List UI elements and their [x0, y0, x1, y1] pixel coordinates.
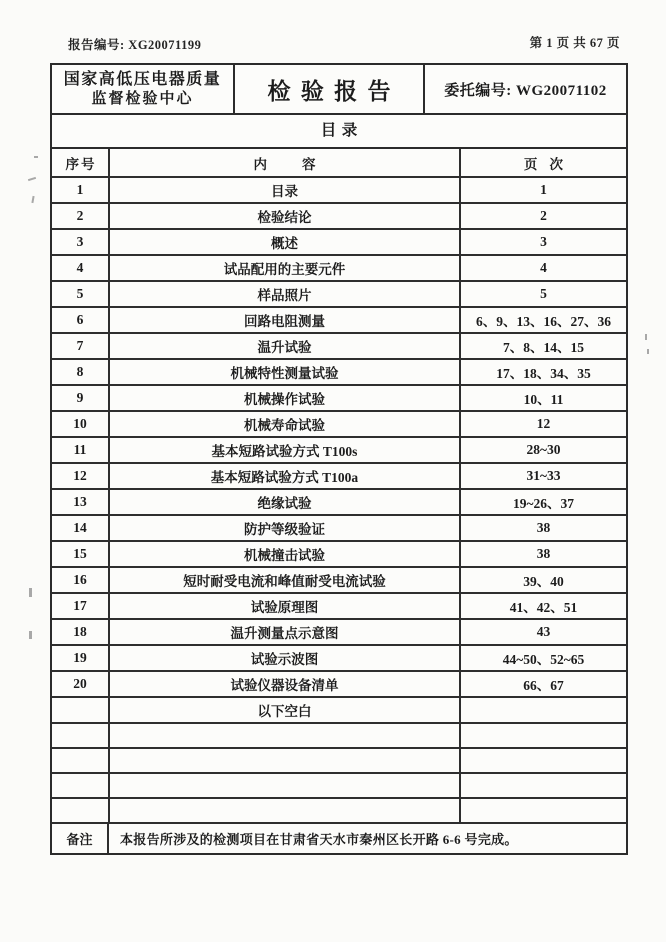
table-row: [52, 177, 626, 203]
cell-content: [109, 798, 460, 823]
commission-number-cell: [425, 65, 626, 113]
cell-no: 1: [52, 177, 109, 203]
cell-pages: 12: [460, 411, 626, 437]
cell-pages: [460, 798, 626, 823]
cell-no: 14: [52, 515, 109, 541]
cell-content: 机械撞击试验: [109, 541, 460, 567]
cell-pages: 38: [460, 541, 626, 567]
cell-no: 18: [52, 619, 109, 645]
cell-pages: 10、11: [460, 385, 626, 411]
cell-pages: 5: [460, 281, 626, 307]
cell-content: 短时耐受电流和峰值耐受电流试验: [109, 567, 460, 593]
table-row: [52, 567, 626, 593]
cell-pages: 3: [460, 229, 626, 255]
table-row: [52, 645, 626, 671]
cell-content: 试验仪器设备清单: [109, 671, 460, 697]
cell-content: 机械特性测量试验: [109, 359, 460, 385]
cell-no: 20: [52, 671, 109, 697]
cell-no: [52, 798, 109, 823]
cell-content: 试品配用的主要元件: [109, 255, 460, 281]
cell-no: 4: [52, 255, 109, 281]
column-header-no: 序号: [52, 149, 109, 177]
cell-no: [52, 697, 109, 723]
toc-table: [52, 149, 626, 824]
cell-pages: [460, 697, 626, 723]
scan-artifact: [28, 177, 36, 181]
table-row: [52, 229, 626, 255]
table-row: [52, 593, 626, 619]
scan-artifact: [31, 196, 34, 203]
cell-pages: 43: [460, 619, 626, 645]
table-row: [52, 619, 626, 645]
cell-pages: 2: [460, 203, 626, 229]
cell-no: 16: [52, 567, 109, 593]
table-row: [52, 255, 626, 281]
report-header-band: [52, 65, 626, 115]
table-row: [52, 773, 626, 798]
table-row: [52, 359, 626, 385]
cell-no: 2: [52, 203, 109, 229]
cell-content: 检验结论: [109, 203, 460, 229]
cell-pages: [460, 748, 626, 773]
cell-no: [52, 723, 109, 748]
table-row: [52, 463, 626, 489]
org-name-line2: 监督检验中心: [91, 90, 194, 107]
cell-content: 概述: [109, 229, 460, 255]
remark-row: [52, 824, 626, 853]
column-header-pages: 页次: [460, 149, 626, 177]
cell-no: 7: [52, 333, 109, 359]
org-name-cell: [52, 65, 235, 113]
cell-no: [52, 748, 109, 773]
toc-header-row: [52, 149, 626, 177]
table-row: [52, 203, 626, 229]
cell-content: 试验示波图: [109, 645, 460, 671]
cell-content: 温升测量点示意图: [109, 619, 460, 645]
table-row: [52, 515, 626, 541]
scan-artifact: [647, 349, 649, 354]
report-number: 报告编号: XG20071199: [68, 38, 202, 52]
cell-no: 9: [52, 385, 109, 411]
table-row: [52, 437, 626, 463]
report-title: 检验报告: [267, 78, 401, 104]
cell-content: 回路电阻测量: [109, 307, 460, 333]
table-row: [52, 385, 626, 411]
commission-number: 委托编号: WG20071102: [444, 82, 607, 99]
cell-pages: 39、40: [460, 567, 626, 593]
cell-content: 以下空白: [109, 697, 460, 723]
cell-no: [52, 773, 109, 798]
cell-content: 目录: [109, 177, 460, 203]
table-row: [52, 281, 626, 307]
cell-content: 绝缘试验: [109, 489, 460, 515]
table-row: [52, 411, 626, 437]
cell-no: 3: [52, 229, 109, 255]
cell-no: 6: [52, 307, 109, 333]
cell-no: 13: [52, 489, 109, 515]
cell-no: 15: [52, 541, 109, 567]
cell-no: 8: [52, 359, 109, 385]
table-row: [52, 489, 626, 515]
report-title-cell: [235, 65, 425, 113]
cell-pages: 19~26、37: [460, 489, 626, 515]
cell-no: 12: [52, 463, 109, 489]
cell-pages: [460, 723, 626, 748]
cell-pages: [460, 773, 626, 798]
toc-body: [52, 177, 626, 823]
column-header-content: 内容: [109, 149, 460, 177]
table-row: [52, 333, 626, 359]
table-row: [52, 541, 626, 567]
cell-pages: 28~30: [460, 437, 626, 463]
cell-no: 10: [52, 411, 109, 437]
cell-pages: 4: [460, 255, 626, 281]
table-row: [52, 748, 626, 773]
cell-pages: 38: [460, 515, 626, 541]
cell-no: 17: [52, 593, 109, 619]
scan-artifact: [29, 588, 32, 597]
cell-content: 基本短路试验方式 T100a: [109, 463, 460, 489]
cell-content: 试验原理图: [109, 593, 460, 619]
cell-pages: 41、42、51: [460, 593, 626, 619]
cell-pages: 7、8、14、15: [460, 333, 626, 359]
table-row: [52, 798, 626, 823]
remark-label: 备注: [52, 824, 109, 853]
table-row: [52, 307, 626, 333]
cell-pages: 17、18、34、35: [460, 359, 626, 385]
cell-no: 11: [52, 437, 109, 463]
cell-content: 防护等级验证: [109, 515, 460, 541]
cell-content: 机械寿命试验: [109, 411, 460, 437]
table-row: [52, 723, 626, 748]
cell-content: 温升试验: [109, 333, 460, 359]
cell-content: [109, 773, 460, 798]
cell-content: [109, 723, 460, 748]
cell-content: [109, 748, 460, 773]
cell-pages: 66、67: [460, 671, 626, 697]
scan-artifact: [29, 631, 32, 639]
cell-pages: 1: [460, 177, 626, 203]
cell-pages: 6、9、13、16、27、36: [460, 307, 626, 333]
page-indicator: 第 1 页 共 67 页: [529, 36, 620, 50]
table-row: [52, 671, 626, 697]
cell-content: 机械操作试验: [109, 385, 460, 411]
scan-artifact: [645, 334, 647, 340]
table-row: [52, 697, 626, 723]
cell-content: 样品照片: [109, 281, 460, 307]
catalog-title: 目录: [52, 115, 626, 149]
cell-pages: 31~33: [460, 463, 626, 489]
org-name-line1: 国家高低压电器质量: [63, 70, 222, 88]
report-table: [50, 63, 628, 855]
cell-pages: 44~50、52~65: [460, 645, 626, 671]
scan-artifact: [34, 156, 38, 158]
remark-note: 本报告所涉及的检测项目在甘肃省天水市秦州区长开路 6-6 号完成。: [120, 832, 518, 847]
toc-header: [52, 149, 626, 177]
cell-no: 5: [52, 281, 109, 307]
cell-content: 基本短路试验方式 T100s: [109, 437, 460, 463]
cell-no: 19: [52, 645, 109, 671]
